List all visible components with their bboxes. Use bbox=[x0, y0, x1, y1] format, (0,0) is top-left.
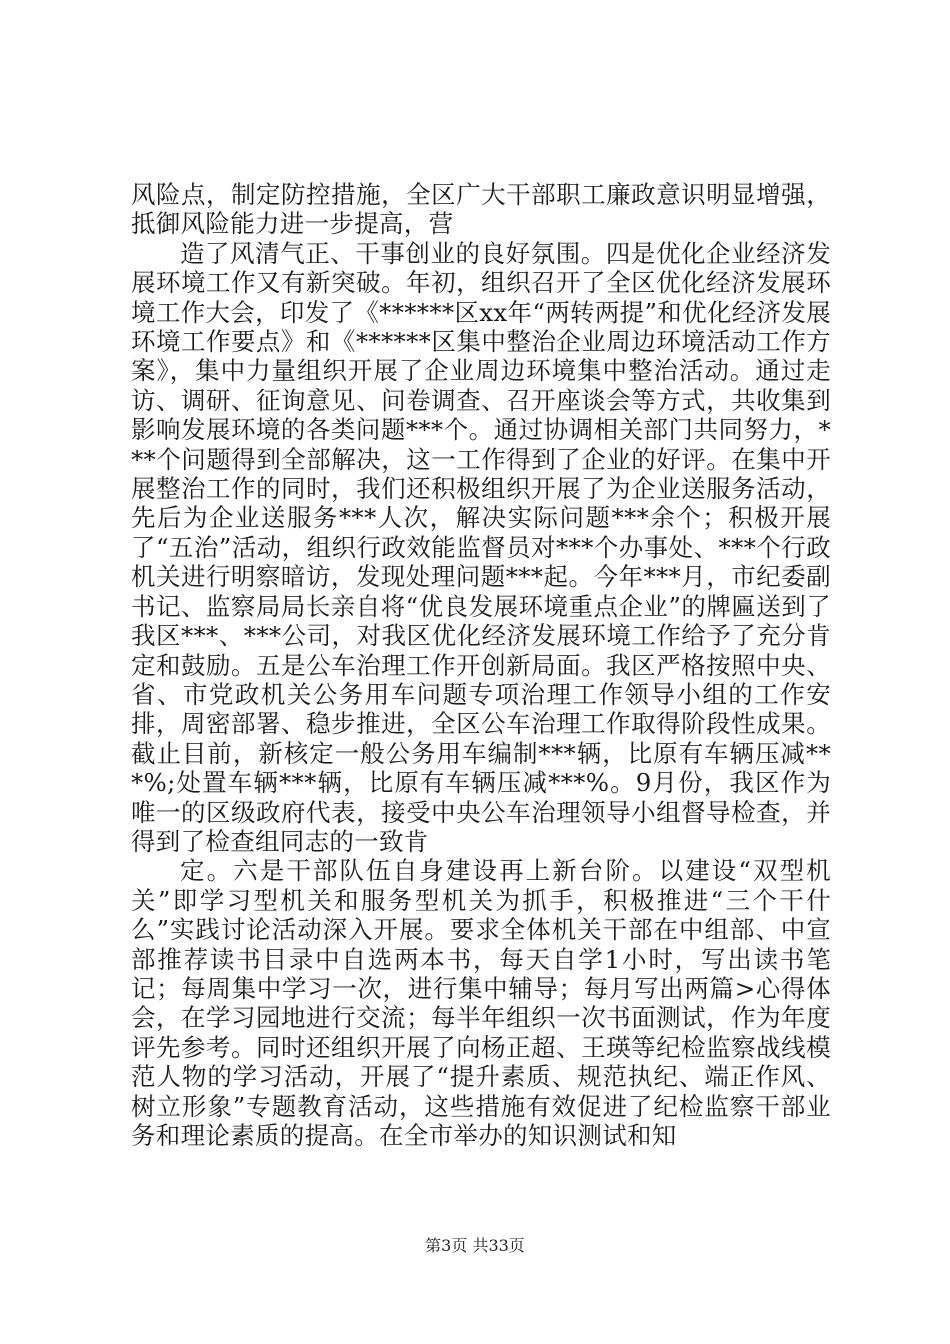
page-footer: 第3页 共33页 bbox=[425, 1236, 525, 1255]
document-body bbox=[131, 180, 831, 1150]
paragraph-3: 定。六是干部队伍自身建设再上新台阶。以建设“双型机关”即学习型机关和服务型机关为抓手，积极推进“三个干什么”实践讨论活动深入开展。要求全体机关干部在中组部、中宣部推荐读书目录中自选两本书，每天自学1小时，写出读书笔记；每周集中学习一次，进行集中辅导；每月写出两篇>心得体会，在学习园地进行交流；每半年组织一次书面测试，作为年度评先参考。同时还组织开展了向杨正超、王瑛等纪检监察战线模范人物的学习活动，开展了“提升素质、规范执纪、端正作风、树立形象”专题教育活动，这些措施有效促进了纪检监察干部业务和理论素质的提高。在全市举办的知识测试和知 bbox=[131, 856, 832, 1150]
paragraph-1: 风险点，制定防控措施，全区广大干部职工廉政意识明显增强，抵御风险能力进一步提高，营 bbox=[131, 180, 831, 239]
paragraph-2: 造了风清气正、干事创业的良好氛围。四是优化企业经济发展环境工作又有新突破。年初，组织召开了全区优化经济发展环境工作大会，印发了《******区xx年“两转两提”和优化经济发展环境工作要点》和《******区集中整治企业周边环境活动工作方案》，集中力量组织开展了企业周边环境集中整治活动。通过走访、调研、征询意见、问卷调查、召开座谈会等方式，共收集到影响发展环境的各类问题***个。通过协调相关部门共同努力，***个问题得到全部解决，这一工作得到了企业的好评。在集中开展整治工作的同时，我们还积极组织开展了为企业送服务活动，先后为企业送服务***人次，解决实际问题***余个；积极开展了“五治”活动，组织行政效能监督员对***个办事处、***个行政机关进行明察暗访，发现处理问题***起。今年***月，市纪委副书记、监察局局长亲自将“优良发展环境重点企业”的牌匾送到了我区***、***公司，对我区优化经济发展环境工作给予了充分肯定和鼓励。五是公车治理工作开创新局面。我区严格按照中央、省、市党政机关公务用车问题专项治理工作领导小组的工作安排，周密部署、稳步推进，全区公车治理工作取得阶段性成果。截止目前，新核定一般公务用车编制***辆，比原有车辆压减***%;处置车辆***辆，比原有车辆压减***%。9月份，我区作为唯一的区级政府代表，接受中央公车治理领导小组督导检查，并得到了检查组同志的一致肯 bbox=[131, 238, 831, 856]
